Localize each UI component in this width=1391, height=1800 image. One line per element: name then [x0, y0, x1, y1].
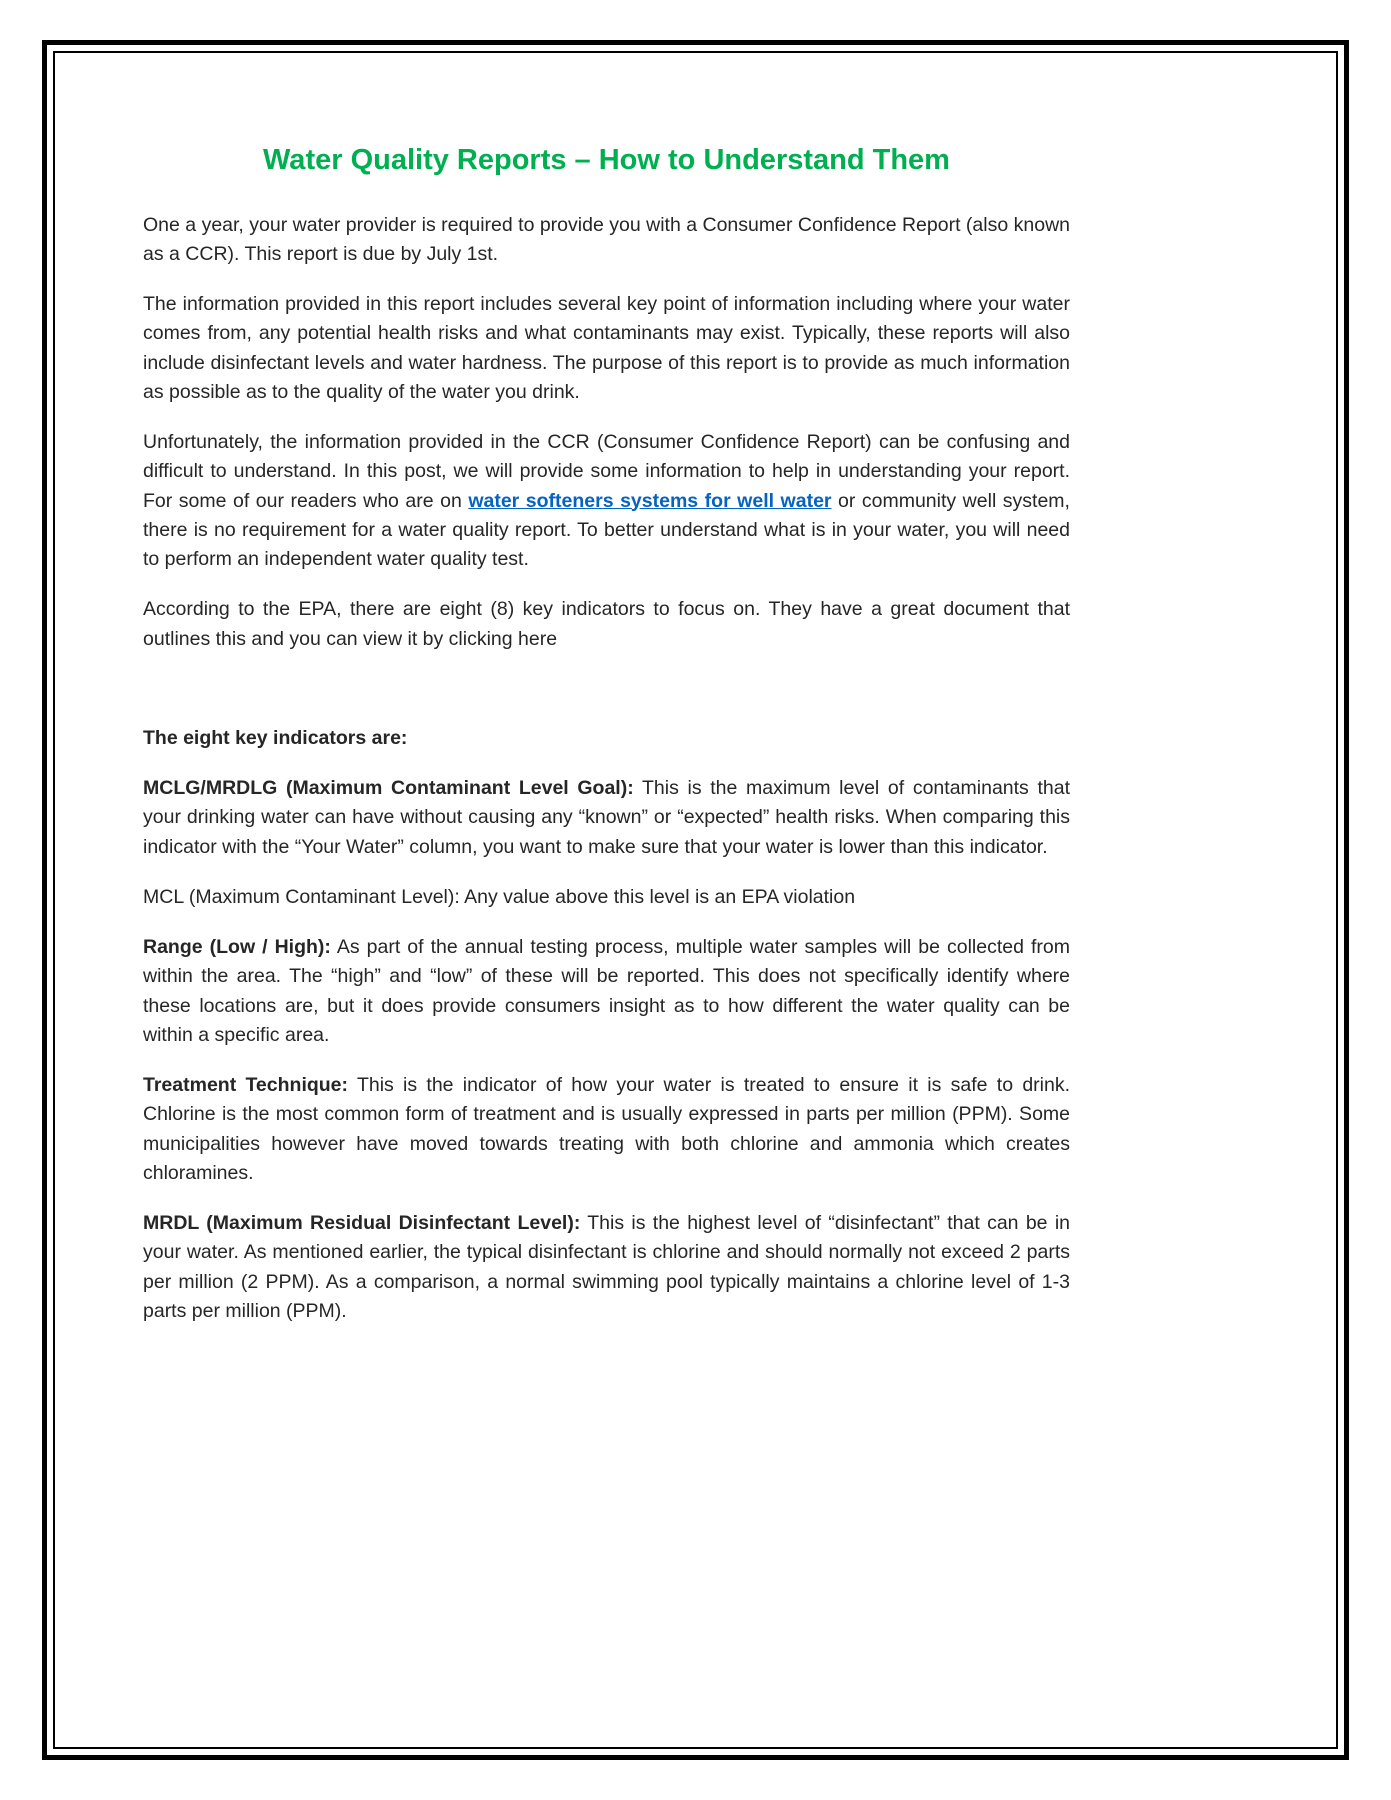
indicator-mrdl-body: This is the highest level of “disinfectant” that can be in your water. As mentioned earlier, the typical disinfectant is chlorine and should normally not exceed 2 parts per million (2 PPM). As a comparison, a normal swimming pool typically maintains a chlorine level of 1-3 parts per million (PPM). [143, 1212, 1070, 1322]
water-softeners-link[interactable]: water softeners systems for well water [468, 489, 832, 512]
paragraph-intro-3-before: Unfortunately, the information provided in the CCR (Consumer Confidence Report) can be confusing and difficult to understand. In this post, we will provide some information to help in understanding your report. For some of our readers who are on [143, 431, 1070, 512]
paragraph-intro-4: According to the EPA, there are eight (8) key indicators to focus on. They have a great document that outlines this and you can view it by clicking here [143, 598, 1070, 650]
document-content [55, 53, 1336, 1326]
paragraph-intro-3-after: or community well system, there is no requirement for a water quality report. To better understand what is in your water, you will need to perform an independent water quality test. [143, 489, 1070, 570]
indicator-mcl [143, 883, 1070, 912]
indicator-mclg-mrdlg-lead: MCLG/MRDLG (Maximum Contaminant Level Goal): [143, 777, 634, 799]
indicator-range [143, 933, 1070, 1050]
paragraph-intro-3 [143, 428, 1070, 574]
indicator-treatment-technique-lead: Treatment Technique: [143, 1074, 349, 1096]
indicator-mrdl-lead: MRDL (Maximum Residual Disinfectant Level): [143, 1212, 581, 1234]
paragraph-intro-2: The information provided in this report includes several key point of information including where your water comes from, any potential health risks and what contaminants may exist. Typically, these reports will also include disinfectant levels and water hardness. The purpose of this report is to provide as much information as possible as to the quality of the water you drink. [143, 293, 1070, 403]
indicator-mcl-body: MCL (Maximum Contaminant Level): Any value above this level is an EPA violation [143, 885, 856, 908]
indicator-mclg-mrdlg-body: This is the maximum level of contaminants that your drinking water can have without causing any “known” or “expected” health risks. When comparing this indicator with the “Your Water” column, you want to make sure that your water is lower than this indicator. [143, 777, 1070, 858]
indicator-mclg-mrdlg [143, 774, 1070, 862]
indicator-range-body: As part of the annual testing process, multiple water samples will be collected from within the area. The “high” and “low” of these will be reported. This does not specifically identify where these locations are, but it does provide consumers insight as to how different the water quality can be within a specific area. [143, 936, 1070, 1046]
page-border [42, 40, 1349, 1760]
indicators-heading: The eight key indicators are: [143, 726, 408, 749]
indicator-treatment-technique [143, 1071, 1070, 1188]
indicator-mrdl [143, 1209, 1070, 1326]
page-title: Water Quality Reports – How to Understand Them [263, 144, 950, 176]
page-inner-border [53, 51, 1338, 1749]
paragraph-intro-1: One a year, your water provider is required to provide you with a Consumer Confidence Report (also known as a CCR). This report is due by July 1st. [143, 213, 1070, 265]
indicator-range-lead: Range (Low / High): [143, 936, 331, 958]
indicator-treatment-technique-body: This is the indicator of how your water is treated to ensure it is safe to drink. Chlorine is the most common form of treatment and is usually expressed in parts per million (PPM). Some municipalities however have moved towards treating with both chlorine and ammonia which creates chloramines. [143, 1074, 1071, 1184]
